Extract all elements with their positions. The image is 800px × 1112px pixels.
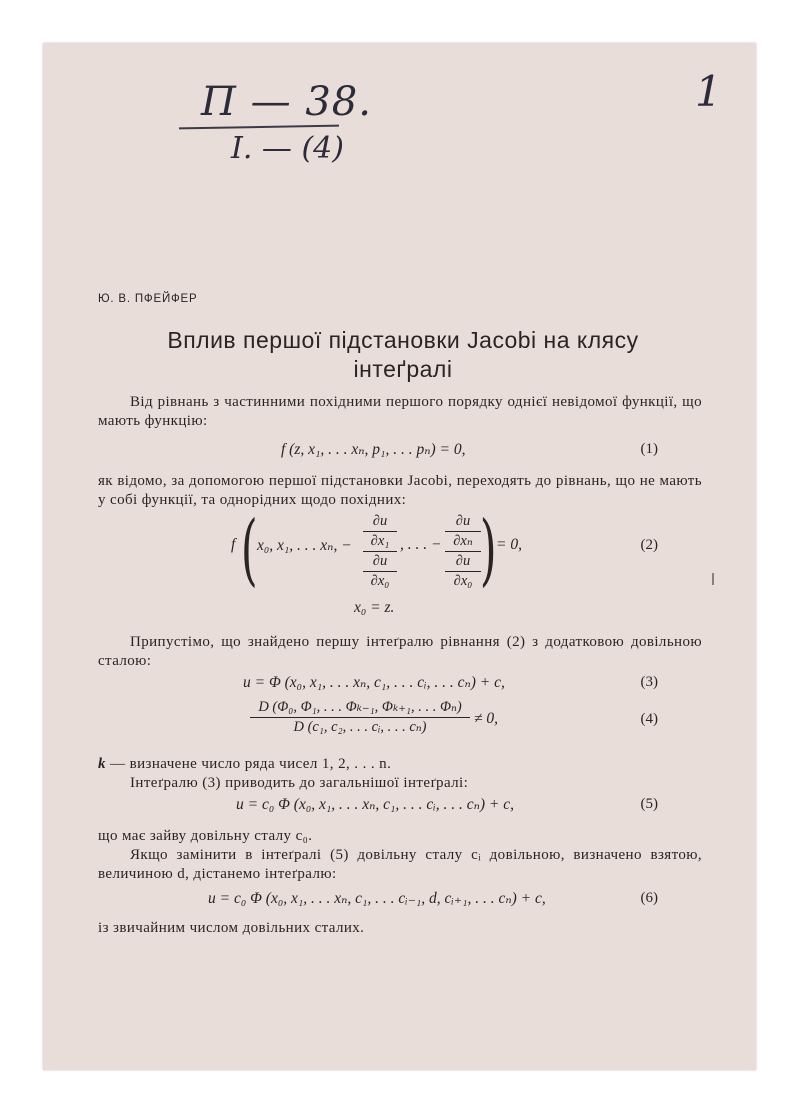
fraction-1-bar (363, 531, 397, 532)
paragraph-substitution: як відомо, за допомогою першої підстановки Jacobi, переходять до рівнань, що не мають у собі функції, та однорідних щодо похідних: (98, 473, 702, 508)
fraction-2-denominator: ∂xₙ (453, 533, 473, 549)
paragraph-replacement: Якщо замінити в інтеґралі (5) довільну сталу cᵢ довільною, визначено взятою, величиною d, дістанемо інтеґралю: (98, 847, 702, 882)
handwritten-catalog-number: П — 38. (201, 79, 372, 125)
fraction-1-main-bar (363, 551, 397, 552)
handwritten-underline (179, 125, 339, 130)
paragraph-intro: Від рівнань з частинними похідними першого порядку однієї невідомої функції, що мають функцію: (98, 394, 702, 429)
equation-6: u = c₀ Φ (x₀, x₁, . . . xₙ, c₁, . . . cᵢ₋₁, d, cᵢ₊₁, . . . cₙ) + c, (208, 890, 546, 907)
fraction-1-denominator: ∂x₁ (370, 533, 390, 549)
equation-2-equals: = 0, (496, 536, 522, 553)
equation-2-fraction-1 (363, 513, 397, 590)
paragraph-closing: із звичайним числом довільних сталих. (98, 920, 365, 936)
paper-blemish (712, 573, 714, 585)
equation-2-left-paren: ( (240, 505, 258, 595)
equation-number-1: (1) (640, 441, 658, 457)
equation-number-6: (6) (640, 890, 658, 906)
equation-2-ellipsis: , . . . − (400, 536, 442, 553)
equation-number-2: (2) (640, 537, 658, 553)
equation-4-denominator: D (c₁, c₂, . . . cᵢ, . . . cₙ) (293, 719, 427, 735)
equation-4-relation: ≠ 0, (474, 710, 499, 727)
equation-3: u = Φ (x₀, x₁, . . . xₙ, c₁, . . . cᵢ, . . . cₙ) + c, (243, 674, 505, 691)
fraction-2-bar-2 (445, 571, 481, 572)
paper-title (103, 326, 703, 384)
equation-1: f (z, x₁, . . . xₙ, p₁, . . . pₙ) = 0, (281, 441, 466, 458)
equation-number-5: (5) (640, 796, 658, 812)
equation-2-function: f (231, 536, 236, 553)
paragraph-assumption: Припустімо, що знайдено першу інтеґралю рівнання (2) з додатковою довільною сталою: (98, 634, 702, 669)
equation-2-arguments: x₀, x₁, . . . xₙ, − (257, 537, 352, 554)
equation-2-condition: x₀ = z. (354, 599, 395, 616)
equation-number-4: (4) (640, 711, 658, 727)
equation-4-numerator: D (Φ₀, Φ₁, . . . Φₖ₋₁, Φₖ₊₁, . . . Φₙ) (258, 699, 462, 715)
document-page (43, 43, 756, 1070)
equation-5: u = c₀ Φ (x₀, x₁, . . . xₙ, c₁, . . . cᵢ, . . . cₙ) + c, (236, 796, 515, 813)
fraction-1-numerator-2: ∂u (372, 553, 388, 569)
fraction-2-main-bar (445, 551, 481, 552)
k-definition-text: — визначене число ряда чисел 1, 2, . . . n. (105, 756, 392, 772)
equation-4-bar (250, 717, 470, 718)
fraction-1-denominator-2: ∂x₀ (370, 573, 390, 589)
paragraph-k-definition (98, 755, 702, 774)
equation-2-right-paren: ) (479, 505, 497, 595)
fraction-2-numerator: ∂u (455, 513, 471, 529)
handwritten-volume-number: I. — (4) (231, 131, 344, 166)
handwritten-page-number: 1 (695, 67, 722, 116)
title-line-1: Вплив першої підстановки Jacobi на клясу (167, 327, 639, 353)
title-line-2: інтеґралі (353, 356, 453, 382)
paragraph-extra-constant: що має зайву довільну сталу c₀. (98, 828, 313, 844)
fraction-2-denominator-2: ∂x₀ (453, 573, 473, 589)
equation-4-jacobian (250, 699, 470, 736)
fraction-2-bar (445, 531, 481, 532)
equation-2-fraction-2 (445, 513, 481, 590)
fraction-2-numerator-2: ∂u (455, 553, 471, 569)
paragraph-generalization: Інтеґралю (3) приводить до загальнішої інтеґралі: (130, 775, 469, 791)
variable-k: k (98, 756, 106, 772)
fraction-1-bar-2 (363, 571, 397, 572)
author-name: Ю. В. ПФЕЙФЕР (98, 293, 198, 305)
fraction-1-numerator: ∂u (372, 513, 388, 529)
equation-number-3: (3) (640, 674, 658, 690)
